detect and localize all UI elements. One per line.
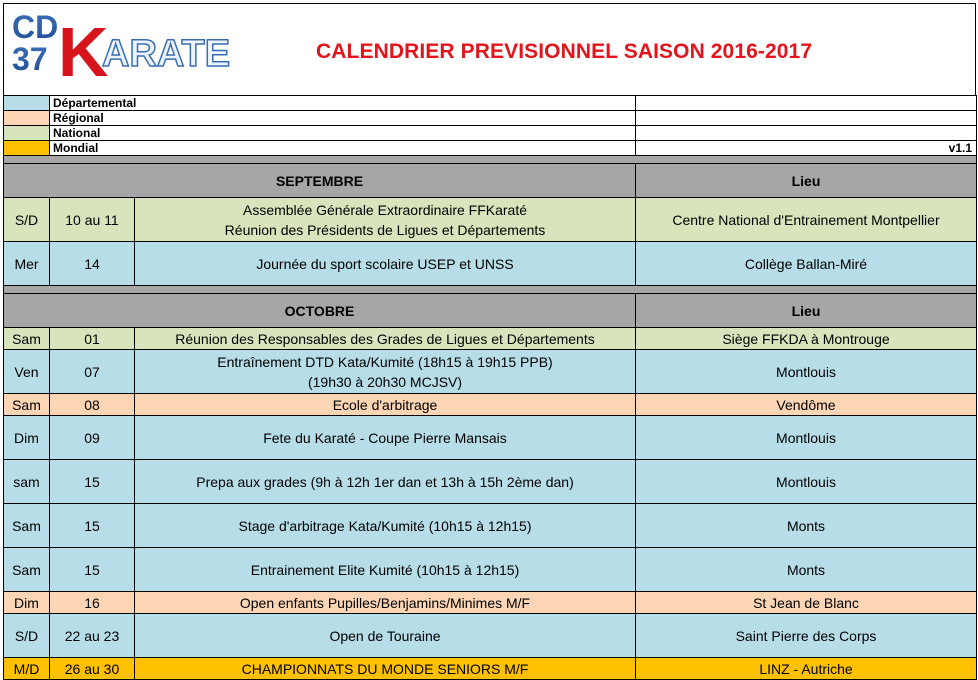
event-row bbox=[4, 198, 977, 242]
legend-row bbox=[4, 96, 977, 111]
event-title bbox=[135, 394, 636, 416]
legend-filler bbox=[636, 111, 977, 126]
event-title bbox=[135, 548, 636, 592]
event-title bbox=[135, 416, 636, 460]
logo-word: ARATE bbox=[102, 33, 231, 75]
event-day: S/D bbox=[4, 198, 50, 242]
month-title: SEPTEMBRE bbox=[4, 164, 636, 198]
legend-label: Mondial bbox=[50, 141, 636, 156]
event-row bbox=[4, 350, 977, 394]
event-date: 16 bbox=[50, 592, 135, 614]
cd37-karate-logo bbox=[10, 8, 240, 91]
event-day: Ven bbox=[4, 350, 50, 394]
event-title bbox=[135, 592, 636, 614]
event-title-line: CHAMPIONNATS DU MONDE SENIORS M/F bbox=[241, 660, 529, 677]
event-title-line: Ecole d'arbitrage bbox=[332, 396, 438, 413]
event-title bbox=[135, 460, 636, 504]
event-title-line: Réunion des Responsables des Grades de Ligues et Départements bbox=[175, 330, 595, 347]
event-lieu: Siège FFKDA à Montrouge bbox=[636, 328, 977, 350]
event-date: 15 bbox=[50, 460, 135, 504]
calendar-table bbox=[3, 95, 977, 680]
event-row bbox=[4, 504, 977, 548]
event-date: 08 bbox=[50, 394, 135, 416]
event-lieu: LINZ - Autriche bbox=[636, 658, 977, 680]
lieu-header: Lieu bbox=[636, 294, 977, 328]
event-title-line: Assemblée Générale Extraordinaire FFKaraté bbox=[242, 201, 528, 218]
event-title-line: Entrainement Elite Kumité (10h15 à 12h15) bbox=[250, 561, 520, 578]
event-day: Mer bbox=[4, 242, 50, 286]
logo-line2: 37 bbox=[12, 41, 48, 77]
event-date: 09 bbox=[50, 416, 135, 460]
event-lieu: Vendôme bbox=[636, 394, 977, 416]
event-day: Sam bbox=[4, 394, 50, 416]
event-title bbox=[135, 242, 636, 286]
month-header-row bbox=[4, 164, 977, 198]
event-row bbox=[4, 460, 977, 504]
event-lieu: Montlouis bbox=[636, 416, 977, 460]
event-title bbox=[135, 504, 636, 548]
event-title-line: Open de Touraine bbox=[329, 627, 441, 644]
event-date: 22 au 23 bbox=[50, 614, 135, 658]
event-day: Sam bbox=[4, 328, 50, 350]
spacer-cell bbox=[4, 286, 977, 294]
month-title: OCTOBRE bbox=[4, 294, 636, 328]
event-lieu: Montlouis bbox=[636, 350, 977, 394]
event-title bbox=[135, 350, 636, 394]
legend-label: Départemental bbox=[50, 96, 636, 111]
event-day: Sam bbox=[4, 504, 50, 548]
legend-row bbox=[4, 141, 977, 156]
legend-swatch bbox=[4, 111, 50, 126]
event-title-line: Stage d'arbitrage Kata/Kumité (10h15 à 12h15) bbox=[238, 517, 532, 534]
event-date: 15 bbox=[50, 504, 135, 548]
legend-row bbox=[4, 111, 977, 126]
event-day: Dim bbox=[4, 416, 50, 460]
event-row bbox=[4, 548, 977, 592]
event-row bbox=[4, 416, 977, 460]
legend-filler bbox=[636, 126, 977, 141]
event-date: 01 bbox=[50, 328, 135, 350]
event-title bbox=[135, 198, 636, 242]
event-day: Dim bbox=[4, 592, 50, 614]
section-spacer bbox=[4, 156, 977, 164]
calendar-header bbox=[3, 3, 976, 95]
event-lieu: St Jean de Blanc bbox=[636, 592, 977, 614]
month-header-row bbox=[4, 294, 977, 328]
event-title-line: Prepa aux grades (9h à 12h 1er dan et 13h à 15h 2ème dan) bbox=[196, 473, 574, 490]
event-title bbox=[135, 658, 636, 680]
event-row bbox=[4, 328, 977, 350]
event-title-line: (19h30 à 20h30 MCJSV) bbox=[307, 373, 463, 390]
event-day: M/D bbox=[4, 658, 50, 680]
event-lieu: Collège Ballan-Miré bbox=[636, 242, 977, 286]
spacer-cell bbox=[4, 156, 977, 164]
legend-filler bbox=[636, 96, 977, 111]
event-title-line: Open enfants Pupilles/Benjamins/Minimes M/F bbox=[239, 594, 531, 611]
event-title-line: Journée du sport scolaire USEP et UNSS bbox=[256, 255, 514, 272]
version-label: v1.1 bbox=[636, 141, 977, 156]
calendar-sheet bbox=[3, 3, 976, 677]
event-date: 10 au 11 bbox=[50, 198, 135, 242]
event-lieu: Saint Pierre des Corps bbox=[636, 614, 977, 658]
event-title bbox=[135, 328, 636, 350]
legend-row bbox=[4, 126, 977, 141]
event-lieu: Centre National d'Entrainement Montpellier bbox=[636, 198, 977, 242]
section-spacer bbox=[4, 286, 977, 294]
logo-letter: K bbox=[58, 13, 109, 91]
event-date: 14 bbox=[50, 242, 135, 286]
event-date: 07 bbox=[50, 350, 135, 394]
event-title-line: Réunion des Présidents de Ligues et Départements bbox=[224, 221, 546, 238]
event-day: sam bbox=[4, 460, 50, 504]
event-title bbox=[135, 614, 636, 658]
legend-swatch bbox=[4, 141, 50, 156]
event-lieu: Monts bbox=[636, 504, 977, 548]
legend-label: Régional bbox=[50, 111, 636, 126]
event-lieu: Monts bbox=[636, 548, 977, 592]
event-day: Sam bbox=[4, 548, 50, 592]
event-row bbox=[4, 242, 977, 286]
event-title-line: Entraînement DTD Kata/Kumité (18h15 à 19h15 PPB) bbox=[217, 353, 553, 370]
event-title-line: Fete du Karaté - Coupe Pierre Mansais bbox=[263, 429, 507, 446]
page-title: CALENDRIER PREVISIONNEL SAISON 2016-2017 bbox=[316, 40, 813, 63]
event-day: S/D bbox=[4, 614, 50, 658]
legend-label: National bbox=[50, 126, 636, 141]
lieu-header: Lieu bbox=[636, 164, 977, 198]
legend-swatch bbox=[4, 96, 50, 111]
event-lieu: Montlouis bbox=[636, 460, 977, 504]
event-row bbox=[4, 394, 977, 416]
event-row bbox=[4, 658, 977, 680]
logo-line1: CD bbox=[12, 9, 59, 45]
event-row bbox=[4, 614, 977, 658]
event-row bbox=[4, 592, 977, 614]
legend-swatch bbox=[4, 126, 50, 141]
event-date: 15 bbox=[50, 548, 135, 592]
event-date: 26 au 30 bbox=[50, 658, 135, 680]
